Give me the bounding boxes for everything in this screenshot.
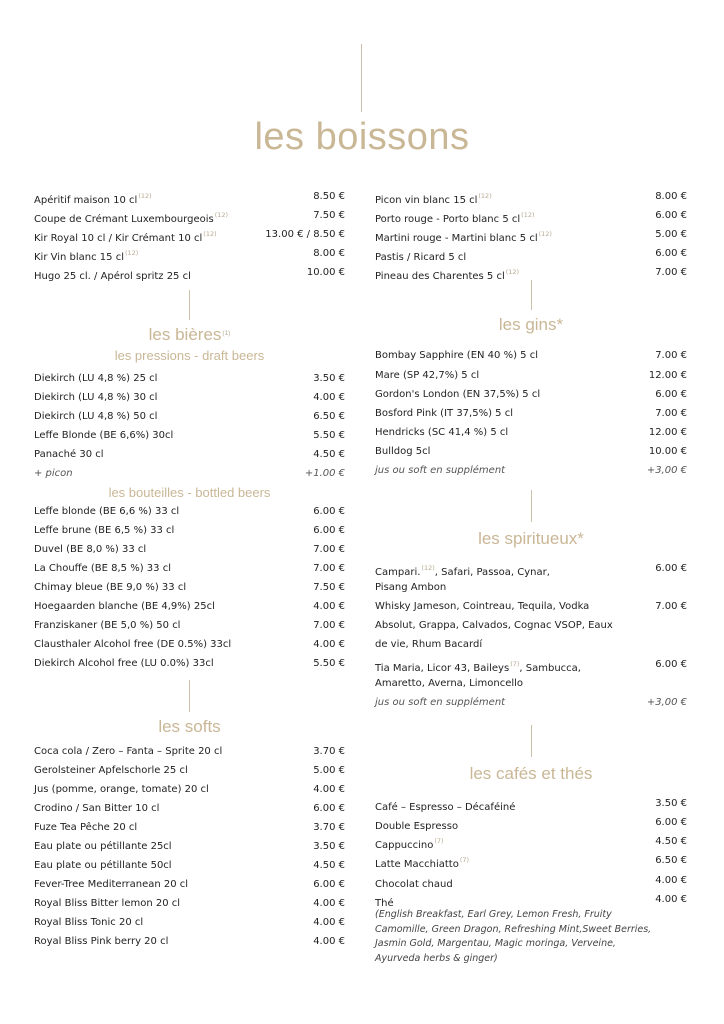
- list-item: Hugo 25 cl. / Apérol spritz 25 cl 10.00 €: [34, 267, 345, 282]
- list-item: Eau plate ou pétillante 50cl 4.50 €: [34, 860, 345, 871]
- divider-bieres: [189, 290, 190, 320]
- section-title-spiritueux: les spiritueux*: [478, 529, 584, 548]
- list-item: Kir Vin blanc 15 $cl^{(12)}$ 8.00 €: [34, 248, 345, 263]
- list-item: Royal Bliss Bitter lemon 20 cl 4.00 €: [34, 898, 345, 909]
- section-title-gins: les gins*: [498, 315, 564, 334]
- subsection-title-bouteilles: les bouteilles - bottled beers: [108, 485, 271, 500]
- list-item: Crodino / San Bitter 10 cl 6.00 €: [34, 803, 345, 814]
- list-item: La Chouffe (BE 8,5 %) 33 cl 7.00 €: [34, 563, 345, 574]
- list-item: + picon +1.00 €: [34, 468, 345, 479]
- list-item: Bosford Pink (IT 37,5%) 5 cl 7.00 €: [375, 408, 687, 419]
- list-item: Mare (SP 42,7%) 5 cl 12.00 €: [375, 370, 687, 381]
- list-item: Royal Bliss Pink berry 20 cl 4.00 €: [34, 936, 345, 947]
- list-item: Tia Maria, Licor 43, Baileys$^{(7)}$, Sambucca, 6.00 €: [375, 659, 687, 674]
- section-title-softs: les softs: [158, 717, 221, 736]
- list-item: Royal Bliss Tonic 20 cl 4.00 €: [34, 917, 345, 928]
- list-item: Hendricks (SC 41,4 %) 5 cl 12.00 €: [375, 427, 687, 438]
- list-item: Chimay bleue (BE 9,0 %) 33 cl 7.50 €: [34, 582, 345, 593]
- section-title-bieres: les bières$^{(1)}$: [148, 325, 231, 344]
- list-item: Leffe brune (BE 6,5 %) 33 cl 6.00 €: [34, 525, 345, 536]
- list-item: Coupe de Crémant Luxembourgeois$^{(12)}$ 7.50 €: [34, 210, 345, 225]
- list-item: Diekirch (LU 4,8 %) 25 cl 3.50 €: [34, 373, 345, 384]
- list-item: Bulldog 5cl 10.00 €: [375, 446, 687, 457]
- list-item: Coca cola / Zero – Fanta – Sprite 20 cl 3.70 €: [34, 746, 345, 757]
- list-item: Bombay Sapphire (EN 40 %) 5 cl 7.00 €: [375, 350, 687, 361]
- the-description: (English Breakfast, Earl Grey, Lemon Fresh, Fruity Camomille, Green Dragon, Refreshing Mint,Sweet Berries, Jasmin Gold, Margentau, Magic moringa, Verveine, Ayurveda herbs & ginger): [375, 909, 652, 964]
- supplement-note: jus ou soft en supplément +3,00 €: [375, 697, 687, 708]
- list-item: Panaché 30 cl 4.50 €: [34, 449, 345, 460]
- list-item: Cappuccino$^{(7)}$ 4.50 €: [375, 836, 687, 851]
- list-item: Campari.$^{(12)}$, Safari, Passoa, Cynar, 6.00 €: [375, 563, 687, 578]
- list-item: Diekirch Alcohol free (LU 0.0%) 33cl 5.50 €: [34, 658, 345, 669]
- list-item: Hoegaarden blanche (BE 4,9%) 25cl 4.00 €: [34, 601, 345, 612]
- divider-softs: [189, 680, 190, 712]
- list-item: Martini rouge - Martini blanc 5 $cl^{(12)}$ 5.00 €: [375, 229, 687, 244]
- page-title: les boissons: [254, 116, 470, 158]
- list-item: Whisky Jameson, Cointreau, Tequila, Vodka 7.00 €: [375, 601, 687, 612]
- list-item: Amaretto, Averna, Limoncello: [375, 678, 524, 689]
- list-item: Diekirch (LU 4,8 %) 50 cl 6.50 €: [34, 411, 345, 422]
- list-item: Thé 4.00 €: [375, 894, 687, 909]
- subsection-title-pressions: les pressions - draft beers: [114, 348, 265, 363]
- divider-cafes: [531, 725, 532, 757]
- list-item: Double Espresso 6.00 €: [375, 817, 687, 832]
- list-item: Gordon's London (EN 37,5%) 5 cl 6.00 €: [375, 389, 687, 400]
- list-item: Kir Royal 10 cl / Kir Crémant 10 $cl^{(12)}$ 13.00 € / 8.50 €: [34, 229, 345, 244]
- list-item: Café – Espresso – Décaféiné 3.50 €: [375, 798, 687, 813]
- divider-gins: [531, 280, 532, 310]
- list-item: Franziskaner (BE 5,0 %) 50 cl 7.00 €: [34, 620, 345, 631]
- list-item: Absolut, Grappa, Calvados, Cognac VSOP, Eaux: [375, 620, 613, 631]
- list-item: Diekirch (LU 4,8 %) 30 cl 4.00 €: [34, 392, 345, 403]
- list-item: Chocolat chaud 4.00 €: [375, 875, 687, 890]
- list-item: Apéritif maison 10 $cl^{(12)}$ 8.50 €: [34, 191, 345, 206]
- list-item: Latte Macchiatto$^{(7)}$ 6.50 €: [375, 855, 687, 870]
- list-item: Eau plate ou pétillante 25cl 3.50 €: [34, 841, 345, 852]
- divider-spiritueux: [531, 490, 532, 522]
- list-item: Leffe blonde (BE 6,6 %) 33 cl 6.00 €: [34, 506, 345, 517]
- list-item: Fever-Tree Mediterranean 20 cl 6.00 €: [34, 879, 345, 890]
- list-item: Leffe Blonde (BE 6,6%) 30cl 5.50 €: [34, 430, 345, 441]
- list-item: Jus (pomme, orange, tomate) 20 cl 4.00 €: [34, 784, 345, 795]
- divider-top: [361, 44, 362, 112]
- list-item: de vie, Rhum Bacardí: [375, 639, 483, 650]
- list-item: Clausthaler Alcohol free (DE 0.5%) 33cl 4.00 €: [34, 639, 345, 650]
- section-title-cafes: les cafés et thés: [469, 764, 593, 783]
- list-item: Duvel (BE 8,0 %) 33 cl 7.00 €: [34, 544, 345, 555]
- list-item: Pisang Ambon: [375, 582, 447, 593]
- list-item: Fuze Tea Pêche 20 cl 3.70 €: [34, 822, 345, 833]
- list-item: Gerolsteiner Apfelschorle 25 cl 5.00 €: [34, 765, 345, 776]
- list-item: Picon vin blanc 15 $cl^{(12)}$ 8.00 €: [375, 191, 687, 206]
- list-item: Porto rouge - Porto blanc 5 $cl^{(12)}$ 6.00 €: [375, 210, 687, 225]
- list-item: Pastis / Ricard 5 cl 6.00 €: [375, 248, 687, 263]
- list-item: Pineau des Charentes 5 $cl^{(12)}$ 7.00 €: [375, 267, 687, 282]
- supplement-note: jus ou soft en supplément +3,00 €: [375, 465, 687, 476]
